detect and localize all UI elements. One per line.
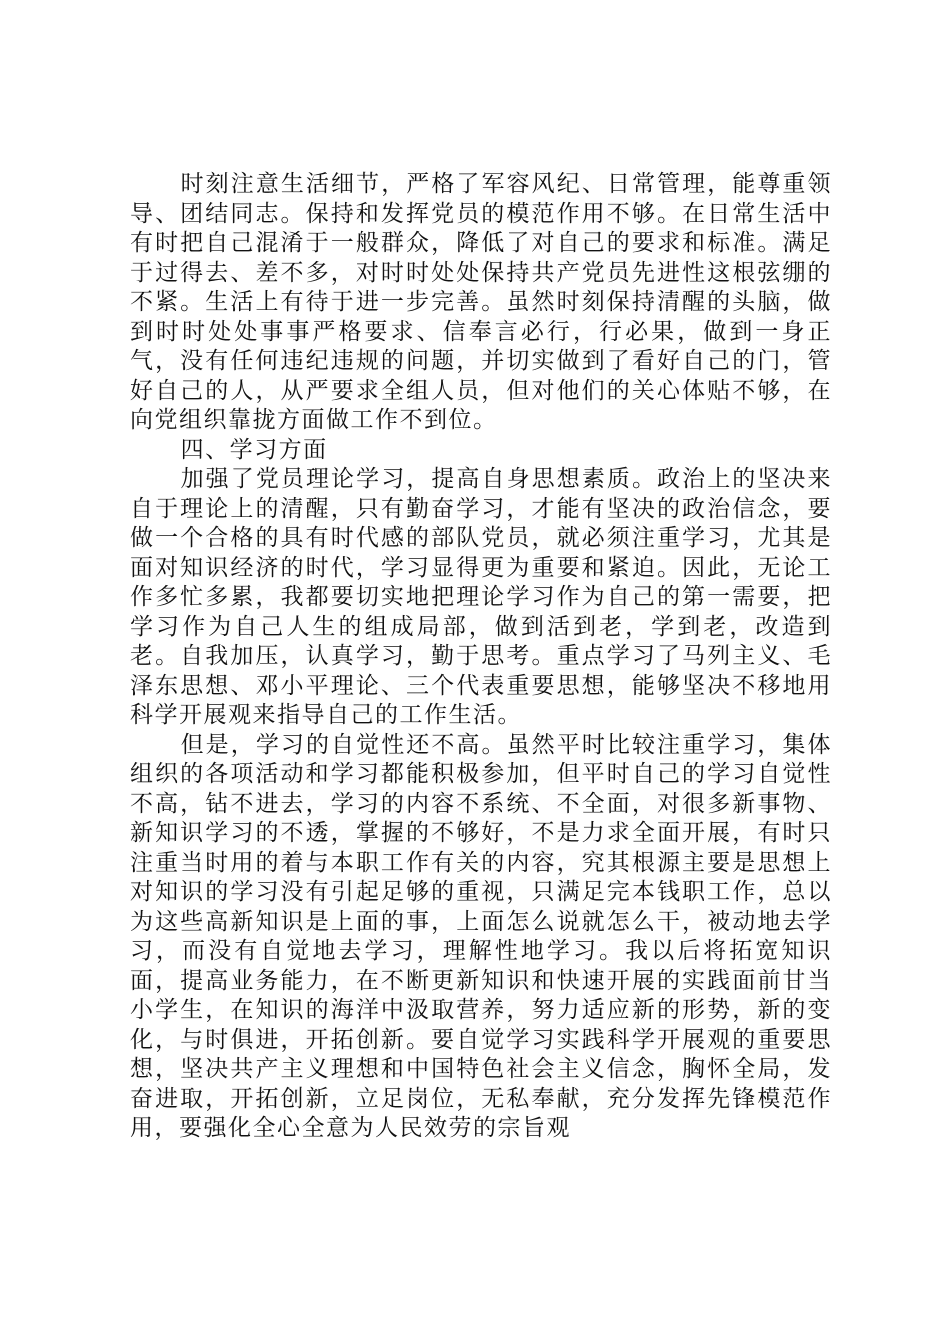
paragraph-theory-study: 加强了党员理论学习，提高自身思想素质。政治上的坚决来自于理论上的清醒，只有勤奋学习，才能有坚决的政治信念，要做一个合格的具有时代感的部队党员，就必须注重学习，尤其是面对知识经济的时代，学习显得更为重要和紧迫。因此，无论工作多忙多累，我都要切实地把理论学习作为自己的第一需要，把学习作为自己人生的组成局部，做到活到老，学到老，改造到老。自我加压，认真学习，勤于思考。重点学习了马列主义、毛泽东思想、邓小平理论、三个代表重要思想，能够坚决不移地用科学开展观来指导自己的工作生活。 [130, 466, 832, 728]
paragraph-life-discipline: 时刻注意生活细节，严格了军容风纪、日常管理，能尊重领导、团结同志。保持和发挥党员的模范作用不够。在日常生活中有时把自己混淆于一般群众，降低了对自己的要求和标准。满足于过得去、差不多，对时时处处保持共产党员先进性这根弦绷的不紧。生活上有待于进一步完善。虽然时刻保持清醒的头脑，做到时时处处事事严格要求、信奉言必行，行必果，做到一身正气，没有任何违纪违规的问题，并切实做到了看好自己的门，管好自己的人，从严要求全组人员，但对他们的关心体贴不够，在向党组织靠拢方面做工作不到位。 [130, 171, 832, 433]
paragraph-study-shortcomings: 但是，学习的自觉性还不高。虽然平时比较注重学习，集体组织的各项活动和学习都能积极参加，但平时自己的学习自觉性不高，钻不进去，学习的内容不系统、不全面，对很多新事物、新知识学习的不透，掌握的不够好，不是力求全面开展，有时只注重当时用的着与本职工作有关的内容，究其根源主要是思想上对知识的学习没有引起足够的重视，只满足完本钱职工作，总以为这些高新知识是上面的事，上面怎么说就怎么干，被动地去学习，而没有自觉地去学习，理解性地学习。我以后将拓宽知识面，提高业务能力，在不断更新知识和快速开展的实践面前甘当小学生，在知识的海洋中汲取营养，努力适应新的形势，新的变化，与时俱进，开拓创新。要自觉学习实践科学开展观的重要思想，坚决共产主义理想和中国特色社会主义信念，胸怀全局，发奋进取，开拓创新，立足岗位，无私奉献，充分发挥先锋模范作用，要强化全心全意为人民效劳的宗旨观 [130, 731, 832, 1141]
section-heading-study: 四、学习方面 [180, 436, 328, 463]
document-page [130, 170, 832, 1144]
